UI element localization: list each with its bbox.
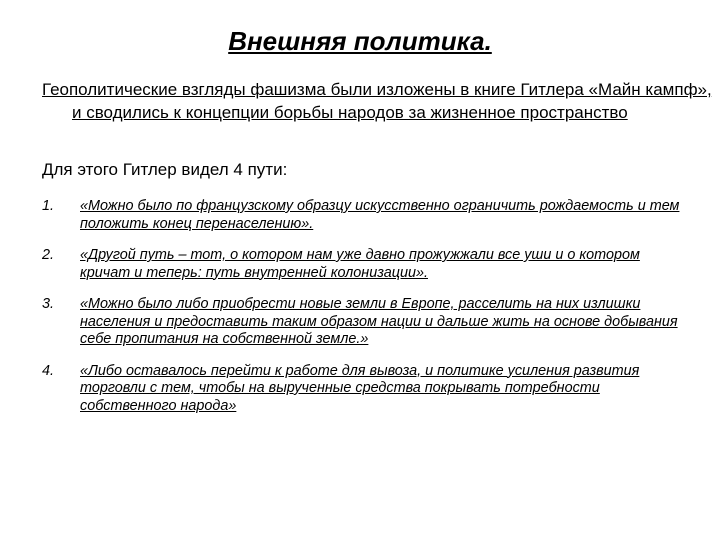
list-item — [42, 247, 682, 282]
list-item — [42, 198, 682, 233]
list-item-text: «Другой путь – тот, о котором нам уже давно прожужжали все уши и о котором кричат и теперь: путь внутренней колонизации». — [80, 247, 640, 281]
list-item — [42, 296, 682, 349]
list-item — [42, 363, 682, 416]
intro-paragraph: Геополитические взгляды фашизма были изложены в книге Гитлера «Майн кампф», и сводились к концепции борьбы народов за жизненное пространство — [42, 80, 712, 122]
list-item-number: 4. — [42, 362, 55, 379]
list-item-number: 2. — [42, 247, 55, 263]
lead-paragraph: Для этого Гитлер видел 4 пути: — [42, 160, 288, 179]
list-item-text: «Либо оставалось перейти к работе для вывоза, и политике усиления развития торговли с тем, чтобы на вырученные средства покрывать потребности собственного народа» — [80, 362, 640, 414]
slide-title: Внешняя политика. — [228, 26, 492, 56]
list-item-number: 1. — [42, 198, 55, 214]
list-item-text: «Можно было по французскому образцу искусственно ограничить рождаемость и тем положить конец перенаселению». — [80, 198, 680, 232]
numbered-list — [42, 198, 682, 429]
list-item-text: «Можно было либо приобрести новые земли в Европе, расселить на них излишки населения и предоставить таким образом нации и дальше жить на основе добывания себе пропитания на собственной земле.» — [80, 296, 678, 347]
list-item-number: 3. — [42, 296, 55, 312]
